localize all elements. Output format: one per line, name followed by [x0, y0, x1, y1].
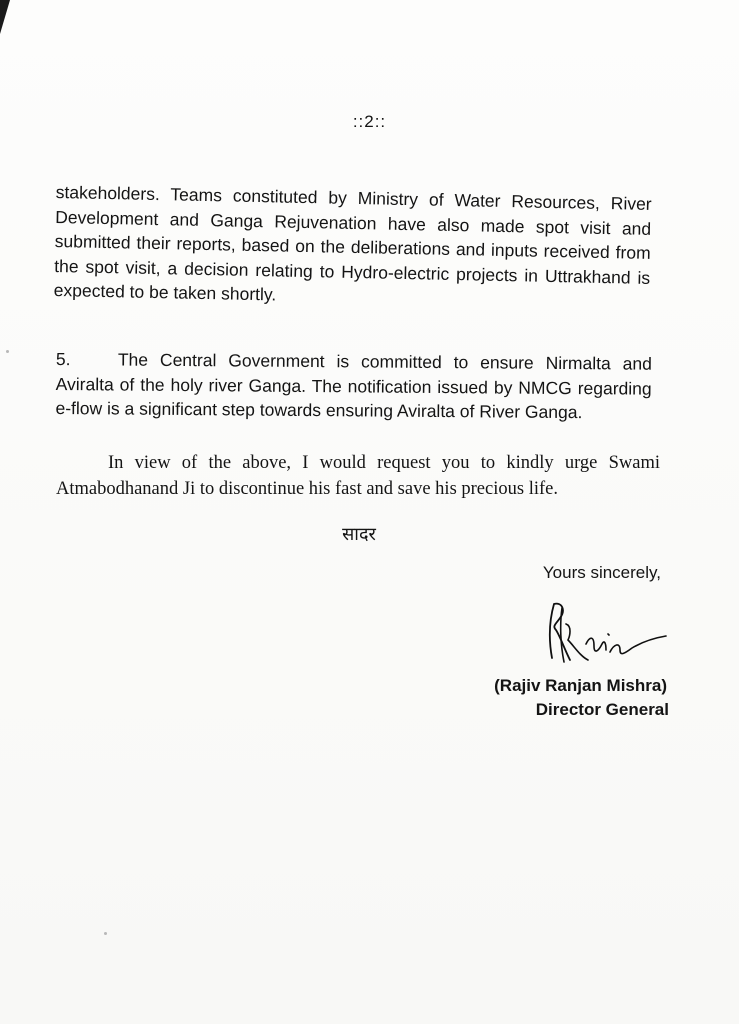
paper-speck	[104, 932, 107, 935]
closing-line: Yours sincerely,	[542, 563, 661, 582]
paper-speck	[6, 350, 9, 353]
paragraph-5-number: 5.	[55, 348, 71, 370]
paragraph-5	[55, 347, 652, 425]
handwritten-signature	[540, 596, 670, 674]
page-number: ::2::	[352, 112, 387, 131]
corner-fold-mark	[0, 0, 10, 34]
paragraph-continued: stakeholders. Teams constituted by Ministry of Water Resources, River Development and Ganga Rejuvenation have also made spot visit and submitted their reports, based on the deliberations and inputs received from the spot visit, a decision relating to Hydro-electric projects in Uttrakhand is expected to be taken shortly.	[53, 181, 652, 305]
paragraph-request: In view of the above, I would request you to kindly urge Swami Atmabodhanand Ji to discontinue his fast and save his precious life.	[56, 453, 660, 499]
signatory-name: (Rajiv Ranjan Mishra)	[494, 676, 667, 695]
signatory-title: Director General	[535, 700, 669, 719]
paragraph-5-text: The Central Government is committed to ensure Nirmalta and Aviralta of the holy river Ganga. The notification issued by NMCG regarding e-flow is a significant step towards ensuring Aviralta of River Ganga.	[55, 349, 652, 423]
hindi-salutation: सादर	[342, 524, 376, 545]
